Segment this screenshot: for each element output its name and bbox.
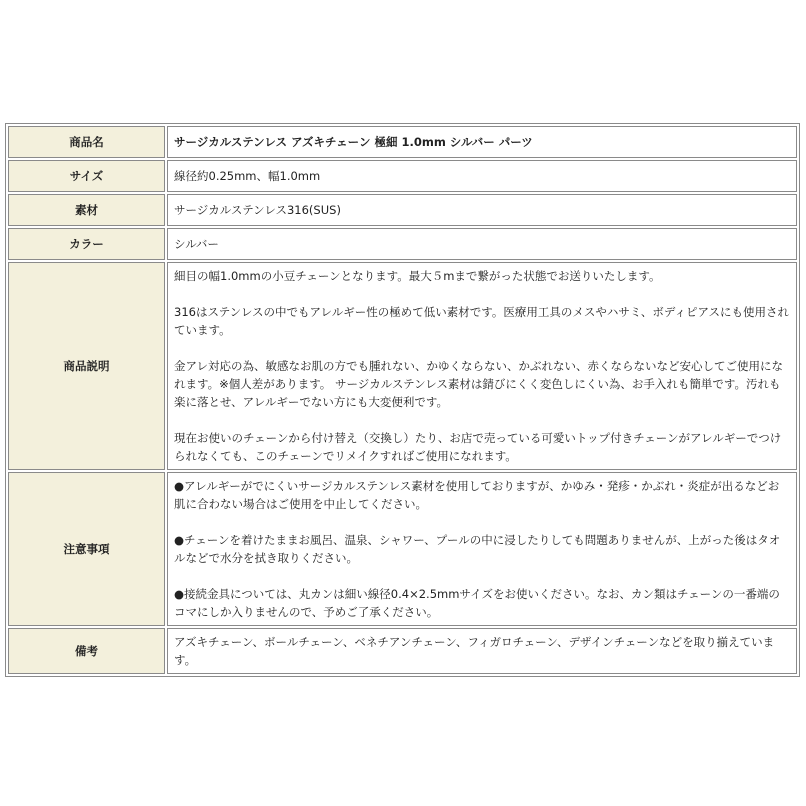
- row-label-size: サイズ: [8, 160, 165, 192]
- material-value: サージカルステンレス316(SUS): [167, 194, 797, 226]
- row-label-color: カラー: [8, 228, 165, 260]
- row-label-remarks: 備考: [8, 628, 165, 674]
- spec-row-material: [8, 194, 797, 226]
- size-value: 線径約0.25mm、幅1.0mm: [167, 160, 797, 192]
- notes-value: [167, 472, 797, 626]
- color-value: シルバー: [167, 228, 797, 260]
- row-label-material: 素材: [8, 194, 165, 226]
- spec-row-description: [8, 262, 797, 470]
- spec-row-size: [8, 160, 797, 192]
- notes-paragraph: ●アレルギーがでにくいサージカルステンレス素材を使用しておりますが、かゆみ・発疹・かぶれ・炎症が出るなどお肌に合わない場合はご使用を中止してください。: [174, 479, 780, 511]
- description-paragraph: 金アレ対応の為、敏感なお肌の方でも腫れない、かゆくならない、かぶれない、赤くならないなど安心してご使用になれます。※個人差があります。 サージカルステンレス素材は錆びにくく変色しにくい為、お手入れも簡単です。汚れも楽に落とせ、アレルギーでない方にも大変便利です。: [174, 359, 784, 409]
- description-value: [167, 262, 797, 470]
- notes-paragraph: ●チェーンを着けたままお風呂、温泉、シャワー、プールの中に浸したりしても問題ありませんが、上がった後はタオルなどで水分を拭き取りください。: [174, 533, 781, 565]
- row-label-description: 商品説明: [8, 262, 165, 470]
- row-label-name: 商品名: [8, 126, 165, 158]
- remarks-value: アズキチェーン、ボールチェーン、ベネチアンチェーン、フィガロチェーン、デザインチェーンなどを取り揃えています。: [167, 628, 797, 674]
- row-label-notes: 注意事項: [8, 472, 165, 626]
- description-paragraph: 細目の幅1.0mmの小豆チェーンとなります。最大５mまで繋がった状態でお送りいたします。: [174, 269, 661, 283]
- spec-row-remarks: [8, 628, 797, 674]
- spec-row-notes: [8, 472, 797, 626]
- spec-row-name: [8, 126, 797, 158]
- description-paragraph: 316はステンレスの中でもアレルギー性の極めて低い素材です。医療用工具のメスやハサミ、ボディピアスにも使用されています。: [174, 305, 789, 337]
- description-paragraph: 現在お使いのチェーンから付け替え（交換し）たり、お店で売っている可愛いトップ付きチェーンがアレルギーでつけられなくても、このチェーンでリメイクすればご使用になれます。: [174, 431, 782, 463]
- notes-paragraph: ●接続金具については、丸カンは細い線径0.4×2.5mmサイズをお使いください。なお、カン類はチェーンの一番端のコマにしか入りませんので、予めご了承ください。: [174, 587, 780, 619]
- spec-row-color: [8, 228, 797, 260]
- product-spec-table: [5, 123, 800, 677]
- product-name-value: サージカルステンレス アズキチェーン 極細 1.0mm シルバー パーツ: [167, 126, 797, 158]
